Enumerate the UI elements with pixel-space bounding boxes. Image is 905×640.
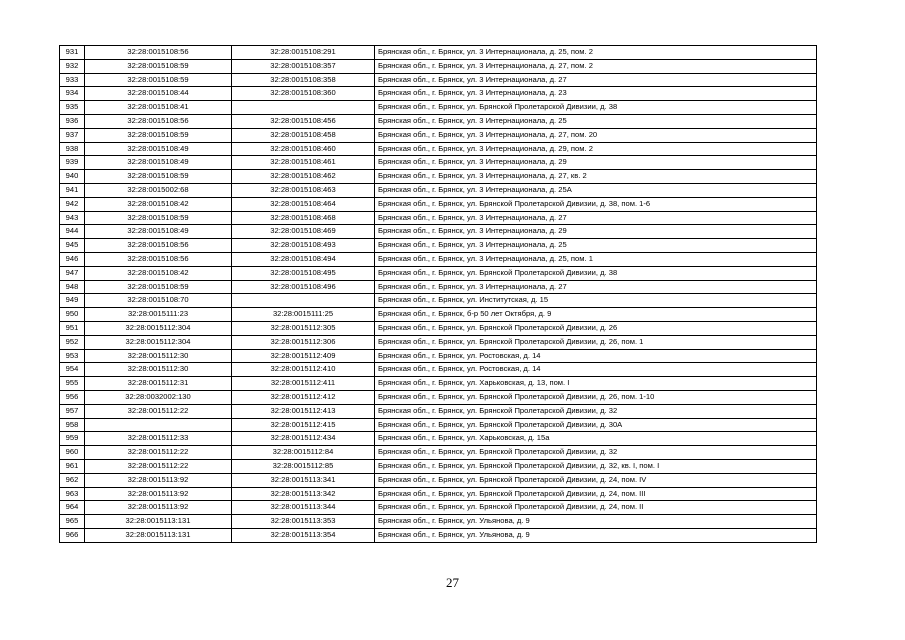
object-cadastral-cell: 32:28:0015108:468: [232, 211, 375, 225]
address-cell: Брянская обл., г. Брянск, ул. Брянской Пролетарской Дивизии, д. 26, пом. 1-10: [375, 390, 817, 404]
land-plot-cadastral-cell: 32:28:0015108:56: [85, 252, 232, 266]
row-number-cell: 936: [60, 114, 85, 128]
object-cadastral-cell: 32:28:0015108:358: [232, 73, 375, 87]
address-cell: Брянская обл., г. Брянск, ул. Брянской Пролетарской Дивизии, д. 26: [375, 321, 817, 335]
row-number-cell: 957: [60, 404, 85, 418]
land-plot-cadastral-cell: 32:28:0015108:56: [85, 46, 232, 60]
row-number-cell: 935: [60, 101, 85, 115]
table-row: [60, 459, 817, 473]
row-number-cell: 955: [60, 377, 85, 391]
table-row: [60, 335, 817, 349]
land-plot-cadastral-cell: 32:28:0015108:59: [85, 280, 232, 294]
address-cell: Брянская обл., г. Брянск, ул. 3 Интернационала, д. 25, пом. 1: [375, 252, 817, 266]
address-cell: Брянская обл., г. Брянск, ул. 3 Интернационала, д. 27: [375, 73, 817, 87]
land-plot-cadastral-cell: 32:28:0015113:92: [85, 487, 232, 501]
address-cell: Брянская обл., г. Брянск, ул. Брянской Пролетарской Дивизии, д. 24, пом. IV: [375, 473, 817, 487]
table-row: [60, 197, 817, 211]
row-number-cell: 960: [60, 446, 85, 460]
row-number-cell: 965: [60, 515, 85, 529]
object-cadastral-cell: 32:28:0015108:469: [232, 225, 375, 239]
table-row: [60, 128, 817, 142]
land-plot-cadastral-cell: 32:28:0015108:59: [85, 73, 232, 87]
row-number-cell: 940: [60, 170, 85, 184]
object-cadastral-cell: 32:28:0015112:85: [232, 459, 375, 473]
object-cadastral-cell: [232, 101, 375, 115]
land-plot-cadastral-cell: 32:28:0015112:22: [85, 459, 232, 473]
object-cadastral-cell: 32:28:0015113:344: [232, 501, 375, 515]
object-cadastral-cell: 32:28:0015112:409: [232, 349, 375, 363]
object-cadastral-cell: 32:28:0015112:410: [232, 363, 375, 377]
row-number-cell: 941: [60, 183, 85, 197]
land-plot-cadastral-cell: 32:28:0015113:131: [85, 528, 232, 542]
address-cell: Брянская обл., г. Брянск, ул. 3 Интернационала, д. 27, кв. 2: [375, 170, 817, 184]
address-cell: Брянская обл., г. Брянск, ул. 3 Интернационала, д. 27: [375, 211, 817, 225]
object-cadastral-cell: [232, 294, 375, 308]
row-number-cell: 951: [60, 321, 85, 335]
row-number-cell: 945: [60, 239, 85, 253]
cadastral-table: [59, 45, 817, 543]
address-cell: Брянская обл., г. Брянск, ул. Ростовская, д. 14: [375, 363, 817, 377]
row-number-cell: 953: [60, 349, 85, 363]
land-plot-cadastral-cell: 32:28:0015108:42: [85, 197, 232, 211]
land-plot-cadastral-cell: 32:28:0015112:30: [85, 363, 232, 377]
land-plot-cadastral-cell: 32:28:0015112:22: [85, 446, 232, 460]
address-cell: Брянская обл., г. Брянск, ул. 3 Интернационала, д. 25: [375, 239, 817, 253]
object-cadastral-cell: 32:28:0015108:496: [232, 280, 375, 294]
table-row: [60, 473, 817, 487]
land-plot-cadastral-cell: 32:28:0015002:68: [85, 183, 232, 197]
object-cadastral-cell: 32:28:0015108:360: [232, 87, 375, 101]
row-number-cell: 931: [60, 46, 85, 60]
table-row: [60, 308, 817, 322]
object-cadastral-cell: 32:28:0015108:494: [232, 252, 375, 266]
table-row: [60, 390, 817, 404]
row-number-cell: 938: [60, 142, 85, 156]
object-cadastral-cell: 32:28:0015112:411: [232, 377, 375, 391]
land-plot-cadastral-cell: 32:28:0032002:130: [85, 390, 232, 404]
land-plot-cadastral-cell: 32:28:0015108:49: [85, 156, 232, 170]
land-plot-cadastral-cell: 32:28:0015108:49: [85, 225, 232, 239]
land-plot-cadastral-cell: 32:28:0015108:59: [85, 211, 232, 225]
land-plot-cadastral-cell: 32:28:0015108:42: [85, 266, 232, 280]
row-number-cell: 964: [60, 501, 85, 515]
land-plot-cadastral-cell: 32:28:0015108:41: [85, 101, 232, 115]
row-number-cell: 934: [60, 87, 85, 101]
row-number-cell: 958: [60, 418, 85, 432]
object-cadastral-cell: 32:28:0015112:84: [232, 446, 375, 460]
address-cell: Брянская обл., г. Брянск, ул. 3 Интернационала, д. 29: [375, 225, 817, 239]
table-row: [60, 46, 817, 60]
row-number-cell: 948: [60, 280, 85, 294]
object-cadastral-cell: 32:28:0015108:493: [232, 239, 375, 253]
table-row: [60, 87, 817, 101]
address-cell: Брянская обл., г. Брянск, ул. Харьковская, д. 13, пом. I: [375, 377, 817, 391]
table-row: [60, 377, 817, 391]
address-cell: Брянская обл., г. Брянск, б-р 50 лет Октября, д. 9: [375, 308, 817, 322]
address-cell: Брянская обл., г. Брянск, ул. 3 Интернационала, д. 25А: [375, 183, 817, 197]
address-cell: Брянская обл., г. Брянск, ул. 3 Интернационала, д. 23: [375, 87, 817, 101]
table-row: [60, 515, 817, 529]
object-cadastral-cell: 32:28:0015112:305: [232, 321, 375, 335]
land-plot-cadastral-cell: 32:28:0015113:131: [85, 515, 232, 529]
address-cell: Брянская обл., г. Брянск, ул. 3 Интернационала, д. 25, пом. 2: [375, 46, 817, 60]
land-plot-cadastral-cell: 32:28:0015113:92: [85, 501, 232, 515]
land-plot-cadastral-cell: 32:28:0015112:304: [85, 335, 232, 349]
row-number-cell: 947: [60, 266, 85, 280]
land-plot-cadastral-cell: [85, 418, 232, 432]
address-cell: Брянская обл., г. Брянск, ул. 3 Интернационала, д. 29, пом. 2: [375, 142, 817, 156]
object-cadastral-cell: 32:28:0015113:353: [232, 515, 375, 529]
table-row: [60, 418, 817, 432]
row-number-cell: 959: [60, 432, 85, 446]
address-cell: Брянская обл., г. Брянск, ул. 3 Интернационала, д. 27: [375, 280, 817, 294]
table-row: [60, 280, 817, 294]
table-row: [60, 266, 817, 280]
object-cadastral-cell: 32:28:0015108:458: [232, 128, 375, 142]
row-number-cell: 962: [60, 473, 85, 487]
object-cadastral-cell: 32:28:0015108:461: [232, 156, 375, 170]
address-cell: Брянская обл., г. Брянск, ул. 3 Интернационала, д. 27, пом. 20: [375, 128, 817, 142]
object-cadastral-cell: 32:28:0015108:495: [232, 266, 375, 280]
table-row: [60, 101, 817, 115]
object-cadastral-cell: 32:28:0015112:415: [232, 418, 375, 432]
land-plot-cadastral-cell: 32:28:0015108:59: [85, 128, 232, 142]
row-number-cell: 963: [60, 487, 85, 501]
table-row: [60, 225, 817, 239]
address-cell: Брянская обл., г. Брянск, ул. Брянской Пролетарской Дивизии, д. 32: [375, 404, 817, 418]
table-row: [60, 432, 817, 446]
table-row: [60, 446, 817, 460]
land-plot-cadastral-cell: 32:28:0015113:92: [85, 473, 232, 487]
table-row: [60, 183, 817, 197]
address-cell: Брянская обл., г. Брянск, ул. 3 Интернационала, д. 27, пом. 2: [375, 59, 817, 73]
object-cadastral-cell: 32:28:0015113:341: [232, 473, 375, 487]
land-plot-cadastral-cell: 32:28:0015108:59: [85, 170, 232, 184]
object-cadastral-cell: 32:28:0015113:354: [232, 528, 375, 542]
row-number-cell: 944: [60, 225, 85, 239]
row-number-cell: 966: [60, 528, 85, 542]
address-cell: Брянская обл., г. Брянск, ул. Брянской Пролетарской Дивизии, д. 32, кв. I, пом. I: [375, 459, 817, 473]
land-plot-cadastral-cell: 32:28:0015111:23: [85, 308, 232, 322]
land-plot-cadastral-cell: 32:28:0015108:56: [85, 114, 232, 128]
row-number-cell: 956: [60, 390, 85, 404]
table-row: [60, 528, 817, 542]
table-row: [60, 170, 817, 184]
land-plot-cadastral-cell: 32:28:0015112:304: [85, 321, 232, 335]
land-plot-cadastral-cell: 32:28:0015112:22: [85, 404, 232, 418]
object-cadastral-cell: 32:28:0015112:413: [232, 404, 375, 418]
land-plot-cadastral-cell: 32:28:0015112:31: [85, 377, 232, 391]
land-plot-cadastral-cell: 32:28:0015112:30: [85, 349, 232, 363]
row-number-cell: 949: [60, 294, 85, 308]
address-cell: Брянская обл., г. Брянск, ул. Ростовская, д. 14: [375, 349, 817, 363]
address-cell: Брянская обл., г. Брянск, ул. Институтская, д. 15: [375, 294, 817, 308]
table-row: [60, 321, 817, 335]
address-cell: Брянская обл., г. Брянск, ул. Брянской Пролетарской Дивизии, д. 38: [375, 101, 817, 115]
land-plot-cadastral-cell: 32:28:0015112:33: [85, 432, 232, 446]
address-cell: Брянская обл., г. Брянск, ул. Харьковская, д. 15а: [375, 432, 817, 446]
row-number-cell: 932: [60, 59, 85, 73]
object-cadastral-cell: 32:28:0015108:291: [232, 46, 375, 60]
table-row: [60, 239, 817, 253]
row-number-cell: 943: [60, 211, 85, 225]
table-row: [60, 142, 817, 156]
table-row: [60, 252, 817, 266]
address-cell: Брянская обл., г. Брянск, ул. 3 Интернационала, д. 29: [375, 156, 817, 170]
address-cell: Брянская обл., г. Брянск, ул. Брянской Пролетарской Дивизии, д. 38: [375, 266, 817, 280]
table-row: [60, 211, 817, 225]
row-number-cell: 954: [60, 363, 85, 377]
row-number-cell: 961: [60, 459, 85, 473]
address-cell: Брянская обл., г. Брянск, ул. Брянской Пролетарской Дивизии, д. 24, пом. II: [375, 501, 817, 515]
land-plot-cadastral-cell: 32:28:0015108:44: [85, 87, 232, 101]
table-row: [60, 404, 817, 418]
address-cell: Брянская обл., г. Брянск, ул. Брянской Пролетарской Дивизии, д. 38, пом. 1-6: [375, 197, 817, 211]
object-cadastral-cell: 32:28:0015108:456: [232, 114, 375, 128]
address-cell: Брянская обл., г. Брянск, ул. Брянской Пролетарской Дивизии, д. 30А: [375, 418, 817, 432]
row-number-cell: 946: [60, 252, 85, 266]
table-row: [60, 73, 817, 87]
object-cadastral-cell: 32:28:0015108:460: [232, 142, 375, 156]
object-cadastral-cell: 32:28:0015108:462: [232, 170, 375, 184]
object-cadastral-cell: 32:28:0015112:434: [232, 432, 375, 446]
table-row: [60, 349, 817, 363]
address-cell: Брянская обл., г. Брянск, ул. Брянской Пролетарской Дивизии, д. 26, пом. 1: [375, 335, 817, 349]
address-cell: Брянская обл., г. Брянск, ул. Брянской Пролетарской Дивизии, д. 24, пом. III: [375, 487, 817, 501]
page-number: 27: [446, 575, 459, 590]
table-row: [60, 294, 817, 308]
table-row: [60, 59, 817, 73]
land-plot-cadastral-cell: 32:28:0015108:56: [85, 239, 232, 253]
table-row: [60, 501, 817, 515]
table-body: [60, 46, 817, 543]
object-cadastral-cell: 32:28:0015111:25: [232, 308, 375, 322]
table-row: [60, 156, 817, 170]
object-cadastral-cell: 32:28:0015112:306: [232, 335, 375, 349]
address-cell: Брянская обл., г. Брянск, ул. Брянской Пролетарской Дивизии, д. 32: [375, 446, 817, 460]
address-cell: Брянская обл., г. Брянск, ул. Ульянова, д. 9: [375, 528, 817, 542]
object-cadastral-cell: 32:28:0015108:463: [232, 183, 375, 197]
object-cadastral-cell: 32:28:0015108:357: [232, 59, 375, 73]
object-cadastral-cell: 32:28:0015113:342: [232, 487, 375, 501]
object-cadastral-cell: 32:28:0015112:412: [232, 390, 375, 404]
land-plot-cadastral-cell: 32:28:0015108:49: [85, 142, 232, 156]
address-cell: Брянская обл., г. Брянск, ул. Ульянова, д. 9: [375, 515, 817, 529]
table-row: [60, 487, 817, 501]
row-number-cell: 952: [60, 335, 85, 349]
row-number-cell: 950: [60, 308, 85, 322]
row-number-cell: 939: [60, 156, 85, 170]
table-row: [60, 363, 817, 377]
address-cell: Брянская обл., г. Брянск, ул. 3 Интернационала, д. 25: [375, 114, 817, 128]
land-plot-cadastral-cell: 32:28:0015108:70: [85, 294, 232, 308]
land-plot-cadastral-cell: 32:28:0015108:59: [85, 59, 232, 73]
object-cadastral-cell: 32:28:0015108:464: [232, 197, 375, 211]
table-row: [60, 114, 817, 128]
row-number-cell: 942: [60, 197, 85, 211]
row-number-cell: 933: [60, 73, 85, 87]
row-number-cell: 937: [60, 128, 85, 142]
